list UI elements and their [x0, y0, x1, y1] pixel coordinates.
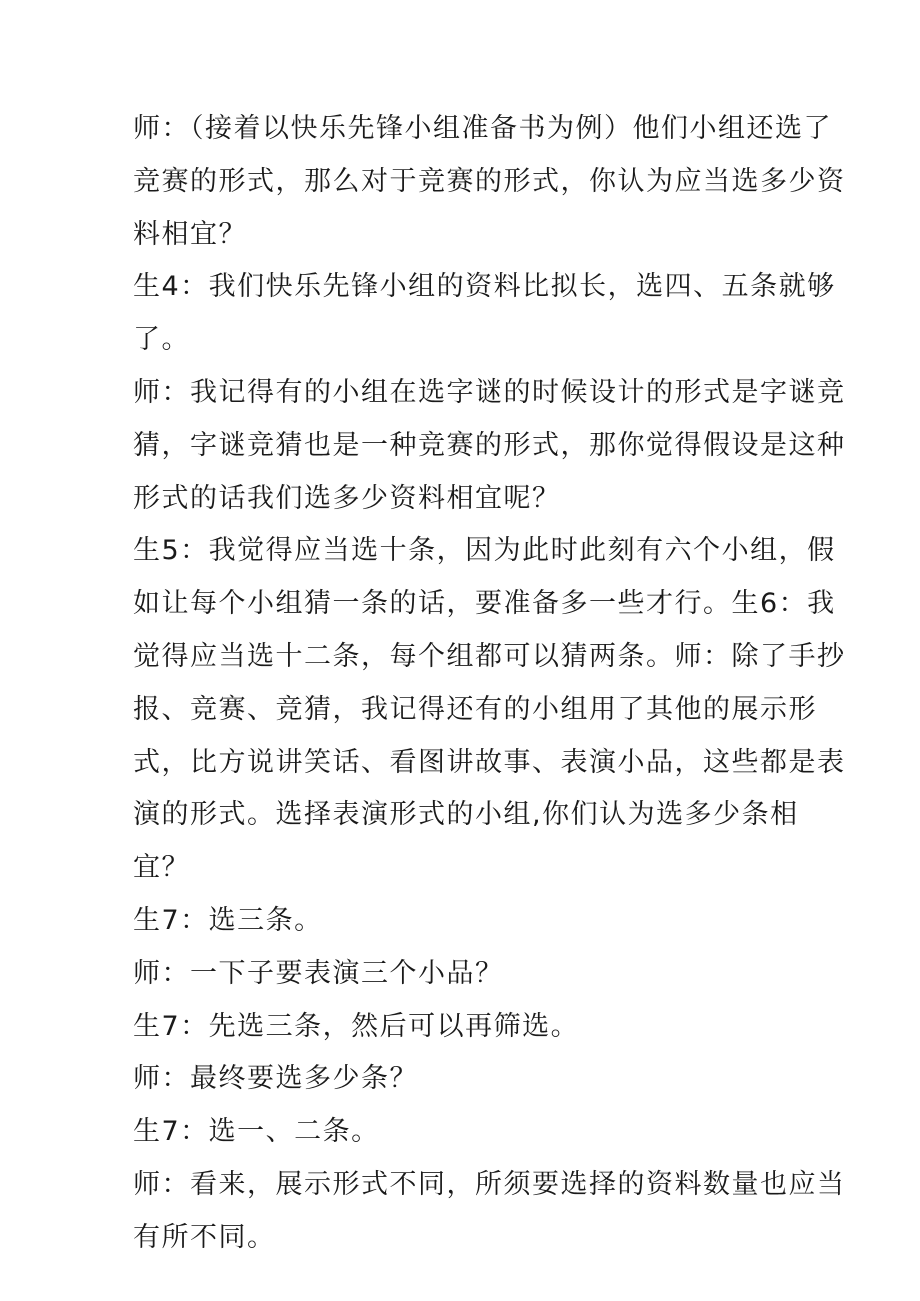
- text-line-13: 式，比方说讲笑话、看图讲故事、表演小品，这些都是表: [133, 746, 846, 778]
- text-line-9: 生5：我觉得应当选十条，因为此时此刻有六个小组，假: [133, 535, 836, 567]
- text-line-4: 生4：我们快乐先锋小组的资料比拟长，选四、五条就够: [133, 271, 836, 303]
- text-line-11: 觉得应当选十二条，每个组都可以猜两条。师：除了手抄: [133, 640, 846, 672]
- text-line-12: 报、竞赛、竞猜，我记得还有的小组用了其他的展示形: [133, 693, 817, 725]
- text-line-2: 竞赛的形式，那么对于竞赛的形式，你认为应当选多少资: [133, 165, 846, 197]
- text-line-20: 生7：选一、二条。: [133, 1116, 380, 1148]
- text-line-5: 了。: [133, 324, 190, 356]
- text-line-10: 如让每个小组猜一条的话，要准备多一些才行。生6：我: [133, 588, 836, 620]
- text-line-19: 师：最终要选多少条？: [133, 1063, 418, 1095]
- text-line-3: 料相宜？: [133, 218, 247, 250]
- text-line-17: 师：一下子要表演三个小品？: [133, 957, 504, 989]
- text-line-6: 师：我记得有的小组在选字谜的时候设计的形式是字谜竞: [133, 376, 846, 408]
- text-line-14: 演的形式。选择表演形式的小组,你们认为选多少条相: [133, 799, 799, 831]
- text-line-8: 形式的话我们选多少资料相宜呢？: [133, 482, 561, 514]
- text-line-16: 生7：选三条。: [133, 904, 323, 936]
- text-line-1: 师：（接着以快乐先锋小组准备书为例）他们小组还选了: [133, 113, 832, 144]
- dialogue-text: [133, 103, 846, 1265]
- text-line-22: 有所不同。: [133, 1221, 276, 1253]
- text-line-7: 猜，字谜竞猜也是一种竞赛的形式，那你觉得假设是这种: [133, 429, 846, 461]
- text-line-15: 宜？: [133, 852, 190, 884]
- text-line-18: 生7：先选三条，然后可以再筛选。: [133, 1010, 580, 1042]
- text-line-21: 师：看来，展示形式不同，所须要选择的资料数量也应当: [133, 1168, 846, 1200]
